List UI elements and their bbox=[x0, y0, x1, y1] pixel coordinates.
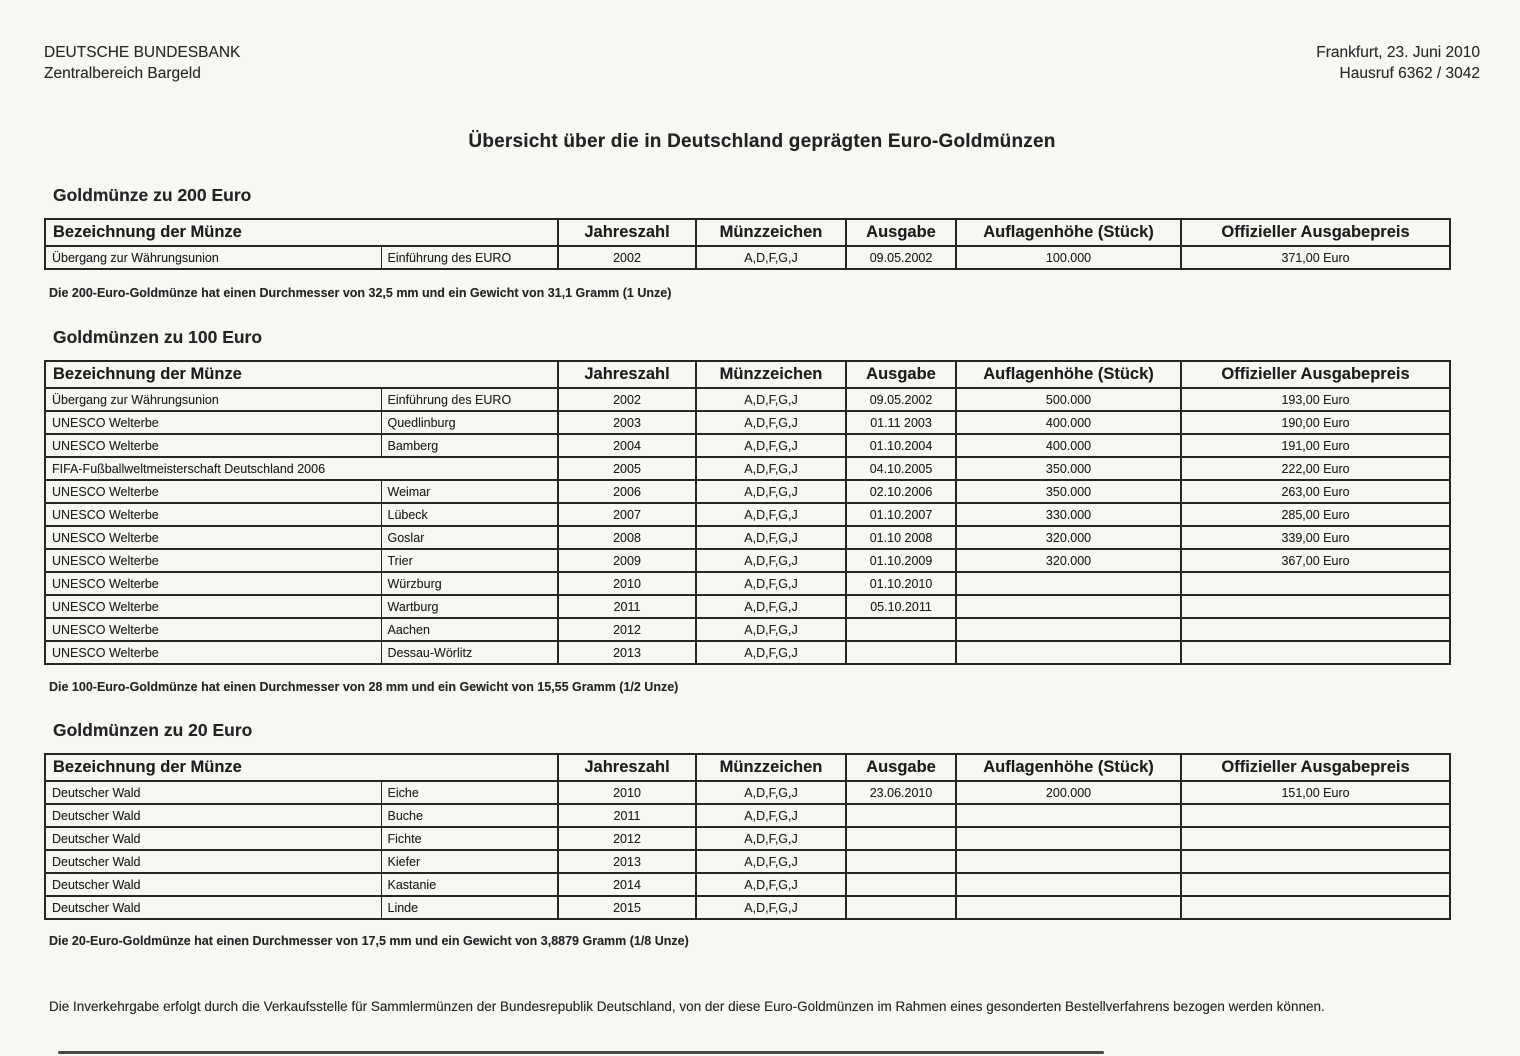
col-header-mintage: Auflagenhöhe (Stück) bbox=[956, 361, 1181, 388]
coins-table-200 bbox=[44, 218, 1451, 270]
cell-year: 2013 bbox=[558, 641, 696, 664]
cell-coin-name: UNESCO Welterbe bbox=[45, 549, 381, 572]
table-row bbox=[45, 526, 1450, 549]
cell-coin-name: Deutscher Wald bbox=[45, 804, 381, 827]
cell-coin-name: UNESCO Welterbe bbox=[45, 618, 381, 641]
letterhead bbox=[44, 42, 1480, 84]
cell-coin-name: Deutscher Wald bbox=[45, 781, 381, 804]
cell-price: 285,00 Euro bbox=[1181, 503, 1450, 526]
table-row bbox=[45, 641, 1450, 664]
cell-mintmark: A,D,F,G,J bbox=[696, 246, 846, 269]
cell-coin-subtitle: Einführung des EURO bbox=[381, 246, 558, 269]
cell-price bbox=[1181, 850, 1450, 873]
col-header-mintmark: Münzzeichen bbox=[696, 219, 846, 246]
cell-issue-date: 23.06.2010 bbox=[846, 781, 956, 804]
cell-price: 190,00 Euro bbox=[1181, 411, 1450, 434]
cell-mintage: 320.000 bbox=[956, 526, 1181, 549]
cell-year: 2010 bbox=[558, 781, 696, 804]
table-row bbox=[45, 480, 1450, 503]
cell-issue-date: 01.11 2003 bbox=[846, 411, 956, 434]
cell-coin-subtitle: Kiefer bbox=[381, 850, 558, 873]
cell-price bbox=[1181, 804, 1450, 827]
cell-mintmark: A,D,F,G,J bbox=[696, 618, 846, 641]
cell-issue-date: 05.10.2011 bbox=[846, 595, 956, 618]
cell-mintage bbox=[956, 827, 1181, 850]
cell-issue-date bbox=[846, 804, 956, 827]
cell-issue-date: 01.10 2008 bbox=[846, 526, 956, 549]
org-name: DEUTSCHE BUNDESBANK bbox=[44, 44, 241, 61]
table-row bbox=[45, 411, 1450, 434]
table-row bbox=[45, 434, 1450, 457]
cell-mintmark: A,D,F,G,J bbox=[696, 503, 846, 526]
cell-coin-name: UNESCO Welterbe bbox=[45, 572, 381, 595]
table-row bbox=[45, 618, 1450, 641]
cell-coin-name: Übergang zur Währungsunion bbox=[45, 246, 381, 269]
cell-mintage bbox=[956, 618, 1181, 641]
section-heading-200: Goldmünze zu 200 Euro bbox=[53, 185, 252, 205]
section-200-euro bbox=[44, 185, 1480, 300]
coins-table-20 bbox=[44, 753, 1451, 920]
cell-issue-date bbox=[846, 873, 956, 896]
cell-coin-subtitle: Würzburg bbox=[381, 572, 558, 595]
table-header-row bbox=[45, 754, 1450, 781]
org-department: Zentralbereich Bargeld bbox=[44, 65, 201, 82]
cell-coin-name: UNESCO Welterbe bbox=[45, 503, 381, 526]
cell-price bbox=[1181, 595, 1450, 618]
cell-year: 2006 bbox=[558, 480, 696, 503]
cell-price bbox=[1181, 572, 1450, 595]
cell-coin-name: FIFA-Fußballweltmeisterschaft Deutschland 2006 bbox=[45, 457, 558, 480]
cell-coin-name: Übergang zur Währungsunion bbox=[45, 388, 381, 411]
cell-mintmark: A,D,F,G,J bbox=[696, 595, 846, 618]
cell-issue-date: 01.10.2009 bbox=[846, 549, 956, 572]
cell-coin-name: UNESCO Welterbe bbox=[45, 434, 381, 457]
cell-issue-date bbox=[846, 827, 956, 850]
cell-year: 2003 bbox=[558, 411, 696, 434]
cell-issue-date: 04.10.2005 bbox=[846, 457, 956, 480]
col-header-year: Jahreszahl bbox=[558, 361, 696, 388]
cell-coin-name: Deutscher Wald bbox=[45, 827, 381, 850]
col-header-issue: Ausgabe bbox=[846, 361, 956, 388]
cell-mintmark: A,D,F,G,J bbox=[696, 804, 846, 827]
letterhead-left bbox=[44, 42, 240, 84]
col-header-name: Bezeichnung der Münze bbox=[45, 754, 558, 781]
cell-year: 2008 bbox=[558, 526, 696, 549]
document-title: Übersicht über die in Deutschland geprägten Euro-Goldmünzen bbox=[468, 131, 1056, 152]
col-header-name: Bezeichnung der Münze bbox=[45, 219, 558, 246]
cell-coin-subtitle: Bamberg bbox=[381, 434, 558, 457]
col-header-name: Bezeichnung der Münze bbox=[45, 361, 558, 388]
cell-mintage: 320.000 bbox=[956, 549, 1181, 572]
cell-coin-name: UNESCO Welterbe bbox=[45, 411, 381, 434]
cell-coin-subtitle: Linde bbox=[381, 896, 558, 919]
cell-year: 2009 bbox=[558, 549, 696, 572]
place-and-date: Frankfurt, 23. Juni 2010 bbox=[1316, 44, 1480, 61]
section-20-euro bbox=[44, 720, 1480, 948]
cell-price: 367,00 Euro bbox=[1181, 549, 1450, 572]
cell-coin-subtitle: Eiche bbox=[381, 781, 558, 804]
cell-price bbox=[1181, 641, 1450, 664]
footnote-200: Die 200-Euro-Goldmünze hat einen Durchmesser von 32,5 mm und ein Gewicht von 31,1 Gramm (1 Unze) bbox=[49, 286, 672, 300]
cell-coin-subtitle: Wartburg bbox=[381, 595, 558, 618]
cell-coin-subtitle: Einführung des EURO bbox=[381, 388, 558, 411]
cell-coin-subtitle: Dessau-Wörlitz bbox=[381, 641, 558, 664]
cell-price: 193,00 Euro bbox=[1181, 388, 1450, 411]
cell-mintmark: A,D,F,G,J bbox=[696, 526, 846, 549]
cell-year: 2015 bbox=[558, 896, 696, 919]
table-header-row bbox=[45, 219, 1450, 246]
table-row bbox=[45, 572, 1450, 595]
section-100-euro bbox=[44, 327, 1480, 694]
table-row bbox=[45, 246, 1450, 269]
section-heading-100: Goldmünzen zu 100 Euro bbox=[53, 327, 263, 347]
cell-coin-name: Deutscher Wald bbox=[45, 850, 381, 873]
cell-coin-name: UNESCO Welterbe bbox=[45, 641, 381, 664]
cell-mintage: 350.000 bbox=[956, 480, 1181, 503]
cell-mintmark: A,D,F,G,J bbox=[696, 572, 846, 595]
table-row bbox=[45, 873, 1450, 896]
coins-table-100 bbox=[44, 360, 1451, 665]
cell-mintage bbox=[956, 873, 1181, 896]
col-header-mintmark: Münzzeichen bbox=[696, 361, 846, 388]
col-header-year: Jahreszahl bbox=[558, 219, 696, 246]
col-header-price: Offizieller Ausgabepreis bbox=[1181, 361, 1450, 388]
cell-mintmark: A,D,F,G,J bbox=[696, 388, 846, 411]
cell-year: 2014 bbox=[558, 873, 696, 896]
cell-year: 2004 bbox=[558, 434, 696, 457]
cell-issue-date: 01.10.2007 bbox=[846, 503, 956, 526]
cell-coin-subtitle: Weimar bbox=[381, 480, 558, 503]
cell-price: 151,00 Euro bbox=[1181, 781, 1450, 804]
cell-mintmark: A,D,F,G,J bbox=[696, 411, 846, 434]
col-header-mintage: Auflagenhöhe (Stück) bbox=[956, 219, 1181, 246]
table-header-row bbox=[45, 361, 1450, 388]
col-header-mintage: Auflagenhöhe (Stück) bbox=[956, 754, 1181, 781]
cell-mintage: 350.000 bbox=[956, 457, 1181, 480]
table-row bbox=[45, 388, 1450, 411]
cell-price: 191,00 Euro bbox=[1181, 434, 1450, 457]
table-row bbox=[45, 850, 1450, 873]
table-row bbox=[45, 827, 1450, 850]
cell-mintmark: A,D,F,G,J bbox=[696, 480, 846, 503]
scan-artifact-line bbox=[58, 1051, 1104, 1054]
cell-year: 2007 bbox=[558, 503, 696, 526]
table-row bbox=[45, 896, 1450, 919]
cell-coin-subtitle: Aachen bbox=[381, 618, 558, 641]
cell-price: 339,00 Euro bbox=[1181, 526, 1450, 549]
cell-price bbox=[1181, 827, 1450, 850]
cell-year: 2002 bbox=[558, 246, 696, 269]
col-header-issue: Ausgabe bbox=[846, 219, 956, 246]
cell-year: 2005 bbox=[558, 457, 696, 480]
table-row bbox=[45, 804, 1450, 827]
cell-year: 2013 bbox=[558, 850, 696, 873]
col-header-year: Jahreszahl bbox=[558, 754, 696, 781]
cell-mintage: 200.000 bbox=[956, 781, 1181, 804]
cell-coin-subtitle: Fichte bbox=[381, 827, 558, 850]
cell-mintage: 100.000 bbox=[956, 246, 1181, 269]
cell-coin-subtitle: Kastanie bbox=[381, 873, 558, 896]
cell-mintmark: A,D,F,G,J bbox=[696, 434, 846, 457]
internal-phone: Hausruf 6362 / 3042 bbox=[1339, 65, 1480, 82]
cell-coin-name: UNESCO Welterbe bbox=[45, 595, 381, 618]
cell-mintage bbox=[956, 850, 1181, 873]
cell-mintage bbox=[956, 595, 1181, 618]
cell-coin-subtitle: Trier bbox=[381, 549, 558, 572]
table-row bbox=[45, 549, 1450, 572]
cell-mintmark: A,D,F,G,J bbox=[696, 850, 846, 873]
cell-mintage: 400.000 bbox=[956, 411, 1181, 434]
cell-mintage bbox=[956, 804, 1181, 827]
cell-issue-date bbox=[846, 618, 956, 641]
closing-note: Die Inverkehrgabe erfolgt durch die Verkaufsstelle für Sammlermünzen der Bundesrepublik Deutschland, von der diese Euro-Goldmünzen im Rahmen eines gesonderten Bestellverfahrens bezogen werden können. bbox=[49, 999, 1325, 1014]
cell-issue-date: 09.05.2002 bbox=[846, 246, 956, 269]
cell-mintmark: A,D,F,G,J bbox=[696, 873, 846, 896]
cell-mintage bbox=[956, 641, 1181, 664]
cell-price bbox=[1181, 896, 1450, 919]
cell-issue-date: 01.10.2010 bbox=[846, 572, 956, 595]
cell-price bbox=[1181, 873, 1450, 896]
cell-coin-subtitle: Goslar bbox=[381, 526, 558, 549]
col-header-price: Offizieller Ausgabepreis bbox=[1181, 219, 1450, 246]
cell-year: 2011 bbox=[558, 804, 696, 827]
cell-mintmark: A,D,F,G,J bbox=[696, 457, 846, 480]
footnote-20: Die 20-Euro-Goldmünze hat einen Durchmesser von 17,5 mm und ein Gewicht von 3,8879 Gramm (1/8 Unze) bbox=[49, 934, 689, 948]
table-row bbox=[45, 503, 1450, 526]
letterhead-right bbox=[1316, 42, 1480, 84]
cell-price bbox=[1181, 618, 1450, 641]
cell-coin-name: Deutscher Wald bbox=[45, 873, 381, 896]
cell-mintage: 400.000 bbox=[956, 434, 1181, 457]
cell-issue-date bbox=[846, 641, 956, 664]
cell-issue-date: 02.10.2006 bbox=[846, 480, 956, 503]
cell-price: 222,00 Euro bbox=[1181, 457, 1450, 480]
cell-year: 2010 bbox=[558, 572, 696, 595]
cell-coin-name: UNESCO Welterbe bbox=[45, 480, 381, 503]
cell-mintage bbox=[956, 896, 1181, 919]
cell-price: 263,00 Euro bbox=[1181, 480, 1450, 503]
cell-issue-date bbox=[846, 850, 956, 873]
cell-mintage: 500.000 bbox=[956, 388, 1181, 411]
cell-coin-subtitle: Buche bbox=[381, 804, 558, 827]
cell-year: 2012 bbox=[558, 618, 696, 641]
cell-year: 2012 bbox=[558, 827, 696, 850]
cell-mintmark: A,D,F,G,J bbox=[696, 896, 846, 919]
cell-coin-name: Deutscher Wald bbox=[45, 896, 381, 919]
cell-mintmark: A,D,F,G,J bbox=[696, 781, 846, 804]
cell-mintmark: A,D,F,G,J bbox=[696, 549, 846, 572]
cell-coin-subtitle: Lübeck bbox=[381, 503, 558, 526]
cell-issue-date: 01.10.2004 bbox=[846, 434, 956, 457]
cell-year: 2002 bbox=[558, 388, 696, 411]
col-header-mintmark: Münzzeichen bbox=[696, 754, 846, 781]
cell-issue-date: 09.05.2002 bbox=[846, 388, 956, 411]
table-row bbox=[45, 781, 1450, 804]
cell-mintmark: A,D,F,G,J bbox=[696, 641, 846, 664]
table-row bbox=[45, 595, 1450, 618]
cell-mintage: 330.000 bbox=[956, 503, 1181, 526]
section-heading-20: Goldmünzen zu 20 Euro bbox=[53, 720, 253, 740]
col-header-price: Offizieller Ausgabepreis bbox=[1181, 754, 1450, 781]
cell-year: 2011 bbox=[558, 595, 696, 618]
cell-price: 371,00 Euro bbox=[1181, 246, 1450, 269]
cell-issue-date bbox=[846, 896, 956, 919]
footnote-100: Die 100-Euro-Goldmünze hat einen Durchmesser von 28 mm und ein Gewicht von 15,55 Gramm (1/2 Unze) bbox=[49, 680, 679, 694]
col-header-issue: Ausgabe bbox=[846, 754, 956, 781]
cell-mintage bbox=[956, 572, 1181, 595]
cell-coin-subtitle: Quedlinburg bbox=[381, 411, 558, 434]
cell-coin-name: UNESCO Welterbe bbox=[45, 526, 381, 549]
cell-mintmark: A,D,F,G,J bbox=[696, 827, 846, 850]
table-row bbox=[45, 457, 1450, 480]
